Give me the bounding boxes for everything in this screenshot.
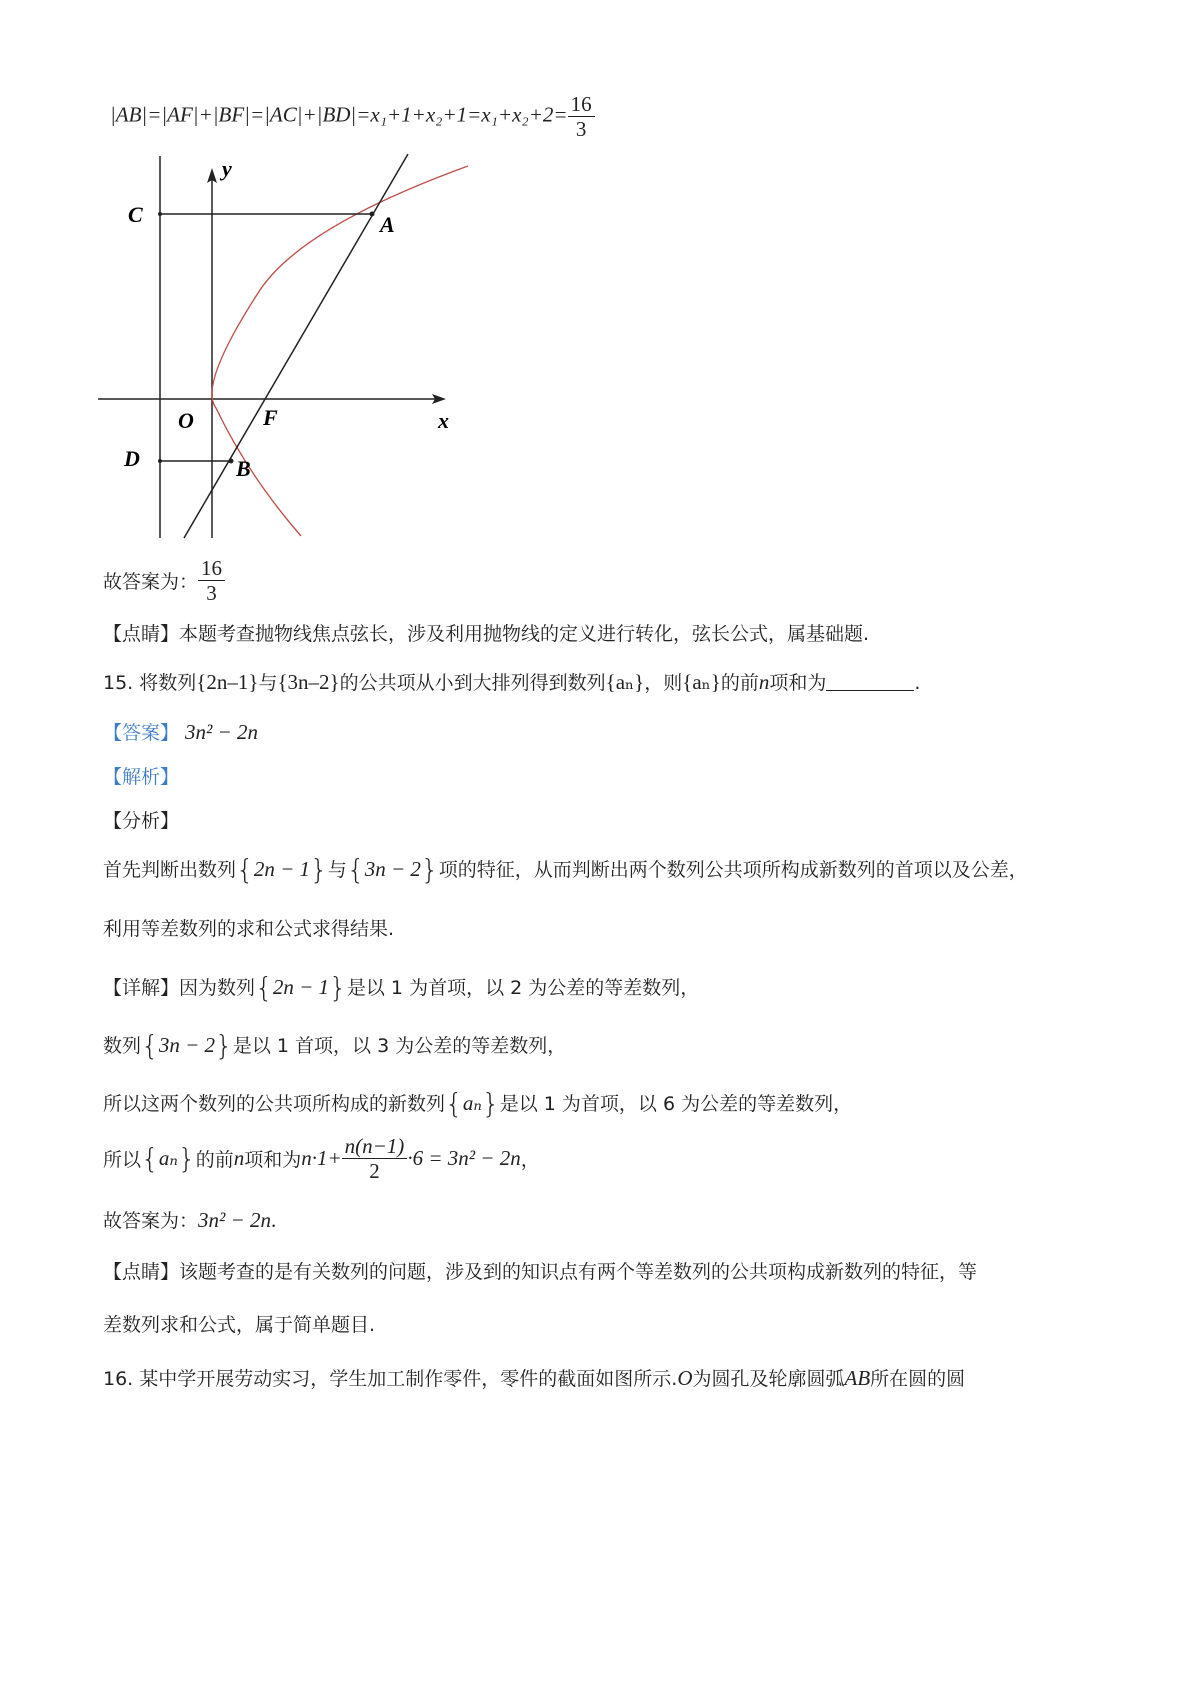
formula-fraction (568, 92, 595, 141)
xiangjie-l3g: 为公差的等差数列， (681, 1093, 853, 1115)
answer-14-prefix: 故答案为： (103, 571, 199, 594)
label-o: O (178, 408, 194, 433)
xiangjie-l2a: 数列 (103, 1035, 142, 1057)
brace-open: { (346, 853, 365, 886)
point-b (229, 459, 234, 464)
xiangjie-tag: 【详解】 (103, 977, 180, 999)
q16-ab: AB (844, 1366, 871, 1390)
comment-14 (103, 619, 869, 646)
focal-chord-line (184, 154, 408, 538)
answer-14-fraction (198, 556, 225, 605)
q15-answer-blank (826, 674, 914, 691)
xiangjie-l4-num: n(n−1) (342, 1134, 408, 1159)
fenxi-seq-1: 2n − 1 (253, 857, 311, 881)
xiangjie-l1c: 是以 (346, 977, 385, 999)
xiangjie-l3d: 1 (543, 1093, 556, 1115)
comment-15-l1: 该题考查的是有关数列的问题，涉及到的知识点有两个等差数列的公共项构成新数列的特征，等 (179, 1261, 978, 1283)
xiangjie-line-2 (103, 1029, 566, 1062)
xiangjie-l1f: 2 (510, 977, 523, 999)
q15-seq-3: {aₙ} (605, 670, 645, 694)
q15-seq-4: {aₙ} (682, 670, 721, 694)
answer-15-tag: 【答案】 (103, 722, 180, 744)
formula-frac-den: 3 (575, 117, 587, 142)
comment-15-line-1 (103, 1257, 977, 1284)
brace-close: } (310, 853, 328, 886)
q15-text-1: 将数列 (139, 672, 197, 694)
answer-14-den: 3 (206, 581, 217, 606)
fenxi-seq-2: 3n − 2 (364, 857, 421, 881)
xiangjie-seq-4: aₙ (158, 1146, 178, 1171)
xiangjie-seq-2: 3n − 2 (158, 1033, 216, 1057)
brace-close: } (329, 971, 347, 1004)
question-16 (103, 1364, 965, 1391)
q15-text-4: ，则 (644, 672, 683, 694)
brace-open: { (255, 971, 273, 1004)
formula-lhs: |AB|=|AF|+|BF|=|AC|+|BD|=x₁+1+x₂+1=x₁+x₂+2= (110, 102, 568, 127)
chord-length-formula (110, 92, 595, 141)
xiangjie-l4-fraction (342, 1134, 408, 1183)
q15-n: n (758, 670, 770, 694)
label-c: C (128, 202, 143, 227)
xiangjie-line-5 (103, 1206, 276, 1233)
xiangjie-l5a: 故答案为： (103, 1210, 199, 1232)
brace-close: } (177, 1142, 196, 1176)
label-f: F (263, 405, 278, 430)
brace-close: } (481, 1087, 500, 1120)
q15-seq-1: {2n–1} (196, 670, 259, 694)
answer-15-value: 3n² − 2n (185, 720, 258, 744)
comment-15-line-2: 差数列求和公式，属于简单题目. (103, 1314, 376, 1336)
label-d: D (124, 446, 140, 471)
formula-frac-num: 16 (568, 92, 595, 117)
xiangjie-l4c: 的前 (195, 1149, 234, 1172)
label-x: x (438, 408, 449, 433)
point-a (370, 212, 375, 217)
answer-14-num: 16 (198, 556, 225, 581)
xiangjie-l4d: n (233, 1146, 245, 1171)
q15-text-5: 的前 (720, 672, 759, 694)
fenxi-l1e: 项的特征，从而判断出两个数列公共项所构成新数列的首项以及公差， (438, 859, 1028, 881)
xiangjie-l2c: 是以 (232, 1035, 271, 1057)
xiangjie-line-3 (103, 1087, 852, 1120)
q15-seq-2: {3n–2} (277, 670, 340, 694)
q15-text-2: 与 (258, 672, 278, 694)
brace-open: { (141, 1142, 159, 1176)
xiangjie-l2f: 3 (377, 1035, 390, 1057)
xiangjie-l1a: 因为数列 (179, 977, 256, 999)
xiangjie-l3a: 所以这两个数列的公共项所构成的新数列 (103, 1093, 446, 1115)
jiexi-heading: 【解析】 (103, 766, 180, 788)
q15-text-3: 的公共项从小到大排列得到数列 (339, 672, 606, 694)
xiangjie-l4-den: 2 (369, 1159, 380, 1184)
comment-14-tag: 【点睛】 (103, 623, 180, 645)
q15-number: 15. (103, 672, 134, 694)
brace-close: } (420, 853, 439, 886)
fenxi-heading: 【分析】 (103, 810, 180, 832)
brace-open: { (141, 1029, 159, 1062)
comment-15-tag: 【点睛】 (103, 1261, 180, 1283)
xiangjie-line-4 (103, 1134, 540, 1183)
q16-text-1: 某中学开展劳动实习，学生加工制作零件，零件的截面如图所示. (139, 1368, 678, 1390)
xiangjie-l4e: 项和为 (244, 1149, 302, 1172)
q16-text-2: 为圆孔及轮廓圆弧 (692, 1368, 845, 1390)
xiangjie-l3e: 为首项，以 (561, 1093, 657, 1115)
xiangjie-l3f: 6 (662, 1093, 676, 1115)
q16-number: 16. (103, 1368, 134, 1390)
xiangjie-seq-3: aₙ (462, 1091, 482, 1115)
q16-o: O (677, 1366, 693, 1390)
brace-close: } (215, 1029, 233, 1062)
fenxi-l1a: 首先判断出数列 (103, 859, 237, 881)
point-c (158, 212, 162, 216)
xiangjie-line-1 (103, 971, 699, 1004)
xiangjie-l1g: 为公差的等差数列， (528, 977, 700, 999)
xiangjie-seq-1: 2n − 1 (272, 975, 330, 999)
q15-end: . (914, 672, 921, 694)
label-a: A (380, 212, 395, 237)
parabola-figure (98, 150, 478, 542)
fenxi-l1c: 与 (327, 859, 347, 881)
xiangjie-l1d: 1 (390, 977, 404, 999)
xiangjie-l2d: 1 (276, 1035, 289, 1057)
brace-open: { (445, 1087, 463, 1120)
question-15 (103, 668, 920, 695)
xiangjie-l4g: ·6 = 3n² − 2n (407, 1146, 521, 1171)
xiangjie-l4f: n·1+ (301, 1146, 342, 1171)
xiangjie-l4h: ， (520, 1149, 540, 1172)
answer-15 (103, 718, 258, 745)
label-y: y (222, 156, 232, 181)
q16-text-3: 所在圆的圆 (870, 1368, 966, 1390)
fenxi-line-2: 利用等差数列的求和公式求得结果. (103, 918, 395, 940)
xiangjie-l5c: . (270, 1208, 277, 1232)
xiangjie-l2e: 首项，以 (295, 1035, 372, 1057)
answer-line-14 (103, 556, 225, 605)
xiangjie-l5b: 3n² − 2n (198, 1208, 271, 1232)
xiangjie-l1e: 为首项，以 (409, 977, 505, 999)
xiangjie-l2g: 为公差的等差数列， (395, 1035, 567, 1057)
fenxi-line-1 (103, 853, 1028, 886)
brace-open: { (236, 853, 254, 886)
xiangjie-l3c: 是以 (499, 1093, 538, 1115)
label-b: B (236, 456, 251, 481)
q15-text-6: 项和为 (769, 672, 827, 694)
point-d (158, 459, 162, 463)
comment-14-text: 本题考查抛物线焦点弦长，涉及利用抛物线的定义进行转化，弦长公式，属基础题. (179, 623, 870, 645)
xiangjie-l4a: 所以 (103, 1149, 142, 1172)
